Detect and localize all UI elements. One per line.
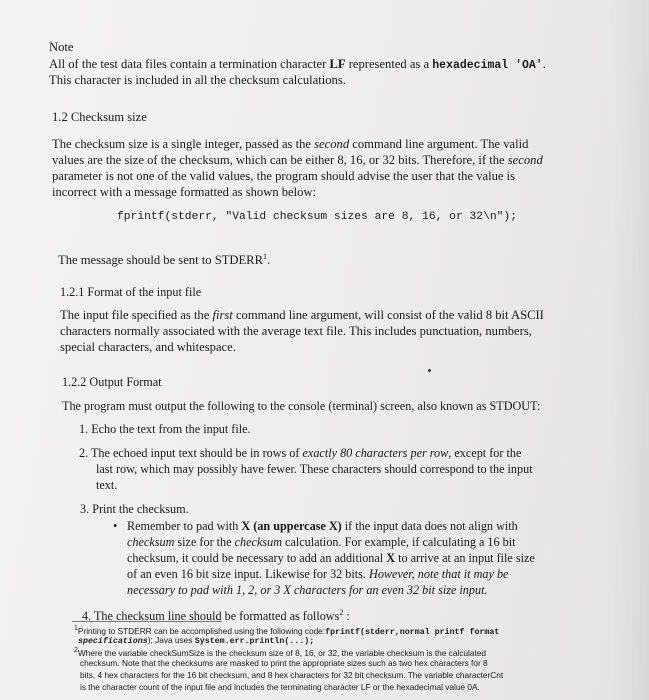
section-1-2-para-line: parameter is not one of the valid values, the program should advise the user that the value is (52, 169, 516, 183)
list-item-1: 1. Echo the text from the input file. (79, 422, 251, 436)
list-item-2-cont: last row, which may possibly have fewer. These characters should correspond to the input (96, 462, 533, 476)
footnote-2-cont: bits, 4 hex characters for the 16 bit checksum, and 8 hex characters for 32 bit checksum. The variable characterCnt (80, 670, 504, 680)
section-1-2-heading: 1.2 Checksum size (52, 110, 147, 124)
section-1-2-2-intro: The program must output the following to the console (terminal) screen, also known as STDOUT: (62, 399, 541, 413)
bullet-text-line: of an even 16 bit size input. Likewise for 32 bits. However, note that it may be (127, 567, 509, 581)
page-shadow (609, 0, 649, 700)
bullet-text-line: checksum, it could be necessary to add an additional X to arrive at an input file size (127, 551, 535, 565)
footnote-2: $^2$Where the variable checkSumSize is the checksum size of 8, 16, or 32, the variable checksum is the calculated (74, 647, 487, 658)
footnote-1-cont: specifications); Java uses System.err.println(...); (78, 635, 315, 646)
stray-mark (428, 369, 431, 372)
footnote-1: $^1$Printing to STDERR can be accomplished using the following code:fprintf(stderr,normal printf format (74, 625, 500, 637)
section-1-2-2-heading: 1.2.2 Output Format (62, 375, 162, 389)
list-item-3: 3. Print the checksum. (80, 502, 189, 516)
stderr-message-line: The message should be sent to STDERR$^1$. (58, 252, 271, 268)
bullet-icon: • (113, 519, 118, 533)
bullet-text-line: Remember to pad with X (an uppercase X) if the input data does not align with (127, 519, 518, 533)
list-item-2: 2. The echoed input text should be in rows of exactly 80 characters per row, except for the (79, 446, 522, 460)
section-1-2-1-para-line: The input file specified as the first command line argument, will consist of the valid 8 bit ASCII (60, 308, 544, 322)
footnote-2-cont: is the character count of the input file and includes the terminating character LF or the hexadecimal value 0A. (80, 682, 480, 692)
section-1-2-1-heading: 1.2.1 Format of the input file (60, 285, 202, 299)
bullet-text-line: checksum size for the checksum calculation. For example, if calculating a 16 bit (127, 535, 516, 549)
section-1-2-para-line: incorrect with a message formatted as shown below: (52, 185, 317, 199)
note-line-2: This character is included in all the checksum calculations. (49, 73, 346, 87)
footnote-divider (72, 621, 222, 622)
section-1-2-1-para-line: characters normally associated with the average text file. This includes punctuation, numbers, (60, 324, 532, 338)
section-1-2-para-line: values are the size of the checksum, which can be either 8, 16, or 32 bits. Therefore, if the second (52, 153, 543, 167)
bullet-text-line: necessary to pad with 1, 2, or 3 X characters for an even 32 bit size input. (127, 583, 488, 597)
footnote-2-cont: checksum. Note that the checksums are masked to print the appropriate sizes such as two hex characters for 8 (80, 658, 488, 668)
code-snippet: fprintf(stderr, "Valid checksum sizes are 8, 16, or 32\n"); (117, 211, 517, 223)
list-item-2-cont: text. (96, 478, 118, 492)
note-heading: Note (49, 40, 74, 54)
list-item-4: 4. The checksum line should be formatted as follows$^2$ : (82, 608, 350, 624)
section-1-2-para-line: The checksum size is a single integer, passed as the second command line argument. The valid (52, 137, 529, 151)
section-1-2-1-para-line: special characters, and whitespace. (60, 340, 236, 354)
note-line-1: All of the test data files contain a termination character LF represented as a hexadecimal 'OA'. (49, 57, 546, 72)
